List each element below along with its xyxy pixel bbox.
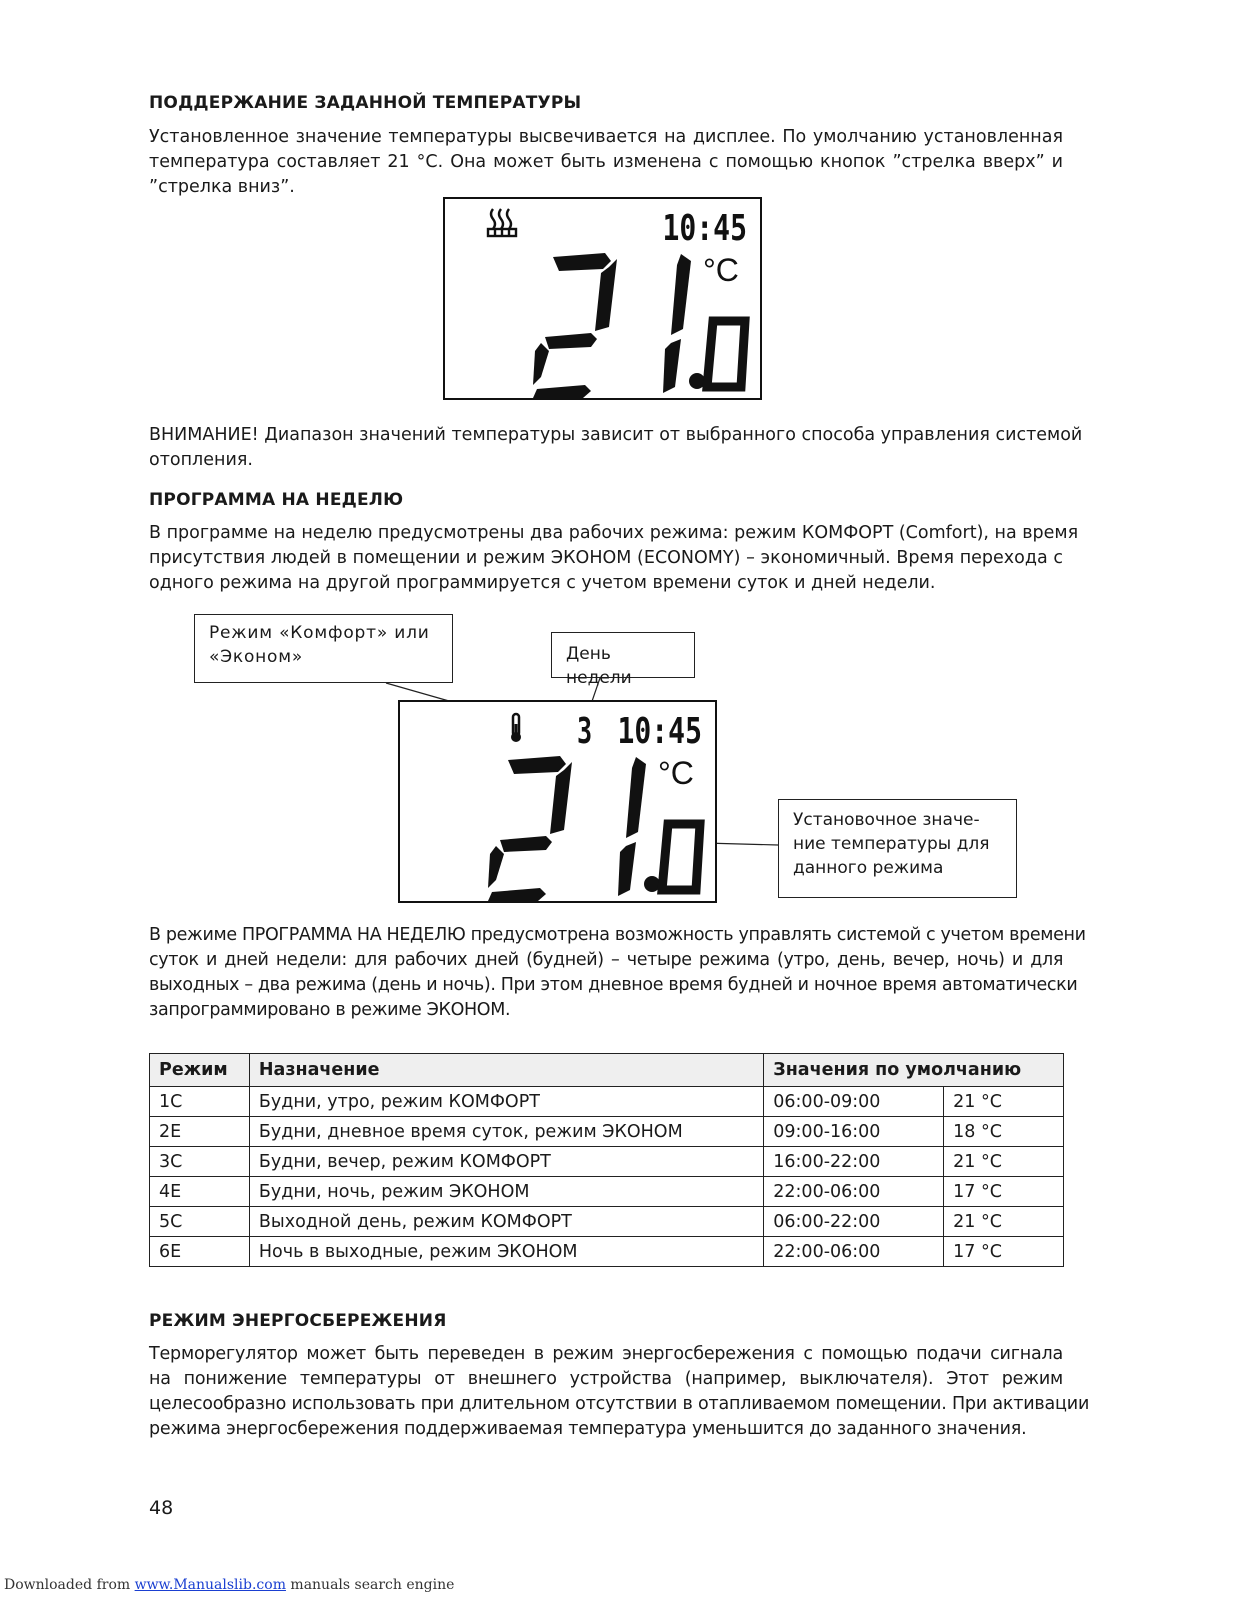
text-line: Установленное значение температуры высвечивается на дисплее. По умолчанию установленная: [149, 127, 1063, 147]
text-line: присутствия людей в помещении и режим ЭКОНОМ (ECONOMY) – экономичный. Время перехода с: [149, 548, 1063, 568]
cell-time: 16:00-22:00: [764, 1147, 944, 1177]
cell-temperature: 18 °C: [944, 1117, 1064, 1147]
thermometer-icon: [511, 714, 521, 742]
page-number: 48: [149, 1497, 174, 1519]
text-line: суток и дней недели: для рабочих дней (будней) – четыре режима (утро, день, вечер, ночь) и для: [149, 950, 1063, 970]
lcd-time: 10:45: [662, 206, 747, 249]
text-line: на понижение температуры от внешнего устройства (например, выключателя). Этот режим: [149, 1369, 1063, 1389]
callout-setpoint-line: Установочное значе-: [793, 810, 980, 830]
text-line: температура составляет 21 °С. Она может быть изменена с помощью кнопок ”стрелка вверх” и: [149, 152, 1063, 172]
cell-purpose: Ночь в выходные, режим ЭКОНОМ: [249, 1237, 763, 1267]
text-line: В режиме ПРОГРАММА НА НЕДЕЛЮ предусмотрена возможность управлять системой с учетом времени: [149, 925, 1086, 945]
cell-mode: 4E: [150, 1177, 250, 1207]
header-purpose: Назначение: [249, 1054, 763, 1087]
cell-purpose: Выходной день, режим КОМФОРТ: [249, 1207, 763, 1237]
table-row: [150, 1177, 1064, 1207]
heading-maintain-temperature: ПОДДЕРЖАНИЕ ЗАДАННОЙ ТЕМПЕРАТУРЫ: [149, 93, 582, 113]
table-row: [150, 1207, 1064, 1237]
table-row: [150, 1117, 1064, 1147]
modes-table: [149, 1053, 1064, 1267]
cell-mode: 2E: [150, 1117, 250, 1147]
callout-mode-line: Режим «Комфорт» или: [209, 623, 430, 643]
cell-purpose: Будни, ночь, режим ЭКОНОМ: [249, 1177, 763, 1207]
footer-prefix: Downloaded from: [4, 1577, 135, 1593]
cell-time: 22:00-06:00: [764, 1177, 944, 1207]
table-header-row: [150, 1054, 1064, 1087]
lcd-digit-0: [662, 824, 700, 890]
table-row: [150, 1237, 1064, 1267]
cell-purpose: Будни, вечер, режим КОМФОРТ: [249, 1147, 763, 1177]
text-line: Терморегулятор может быть переведен в режим энергосбережения с помощью подачи сигнала: [149, 1344, 1063, 1364]
text-line: ”стрелка вниз”.: [149, 177, 295, 197]
cell-temperature: 17 °C: [944, 1237, 1064, 1267]
cell-temperature: 21 °C: [944, 1207, 1064, 1237]
text-line: режима энергосбережения поддерживаемая температура уменьшится до заданного значения.: [149, 1419, 1027, 1439]
cell-temperature: 21 °C: [944, 1147, 1064, 1177]
callout-mode-line: «Эконом»: [209, 647, 304, 667]
text-line: одного режима на другой программируется с учетом времени суток и дней недели.: [149, 573, 936, 593]
manualslib-link[interactable]: www.Manualslib.com: [134, 1577, 286, 1593]
paragraph-weekly-modes: [149, 923, 1086, 1023]
footer-suffix: manuals search engine: [285, 1577, 455, 1593]
cell-mode: 5C: [150, 1207, 250, 1237]
cell-mode: 6E: [150, 1237, 250, 1267]
heading-energy-saving: РЕЖИМ ЭНЕРГОСБЕРЕЖЕНИЯ: [149, 1311, 447, 1331]
text-line: запрограммировано в режиме ЭКОНОМ.: [149, 1000, 511, 1020]
header-defaults: Значения по умолчанию: [764, 1054, 1064, 1087]
cell-purpose: Будни, утро, режим КОМФОРТ: [249, 1087, 763, 1117]
text-line: выходных – два режима (день и ночь). При этом дневное время будней и ночное время автоматически: [149, 975, 1078, 995]
header-mode: Режим: [150, 1054, 250, 1087]
text-line: В программе на неделю предусмотрены два рабочих режима: режим КОМФОРТ (Comfort), на время: [149, 523, 1079, 543]
cell-temperature: 17 °C: [944, 1177, 1064, 1207]
lcd-unit: °C: [703, 252, 739, 288]
table-row: [150, 1087, 1064, 1117]
cell-mode: 3C: [150, 1147, 250, 1177]
cell-time: 06:00-09:00: [764, 1087, 944, 1117]
cell-purpose: Будни, дневное время суток, режим ЭКОНОМ: [249, 1117, 763, 1147]
download-footer: [4, 1577, 454, 1593]
paragraph-energy-saving: [149, 1342, 1090, 1442]
cell-temperature: 21 °C: [944, 1087, 1064, 1117]
lcd-unit: °C: [658, 755, 694, 791]
callout-day-text: День недели: [566, 644, 632, 688]
callout-setpoint-line: ние температуры для: [793, 834, 990, 854]
text-line: ВНИМАНИЕ! Диапазон значений температуры зависит от выбранного способа управления системой: [149, 425, 1083, 445]
cell-time: 22:00-06:00: [764, 1237, 944, 1267]
text-line: целесообразно использовать при длительном отсутствии в отапливаемом помещении. При активации: [149, 1394, 1090, 1414]
lcd-time: 10:45: [617, 709, 702, 752]
cell-time: 09:00-16:00: [764, 1117, 944, 1147]
lcd-digit-2: [488, 756, 572, 901]
table-row: [150, 1147, 1064, 1177]
lcd-graphic: [400, 702, 715, 901]
heading-weekly-program: ПРОГРАММА НА НЕДЕЛЮ: [149, 490, 404, 510]
lcd-digit-1: [618, 757, 646, 896]
cell-time: 06:00-22:00: [764, 1207, 944, 1237]
callout-setpoint-line: данного режима: [793, 858, 944, 878]
text-line: отопления.: [149, 450, 253, 470]
lcd-display-weekly: [398, 700, 717, 903]
cell-mode: 1C: [150, 1087, 250, 1117]
lcd-day: 3: [577, 710, 593, 753]
